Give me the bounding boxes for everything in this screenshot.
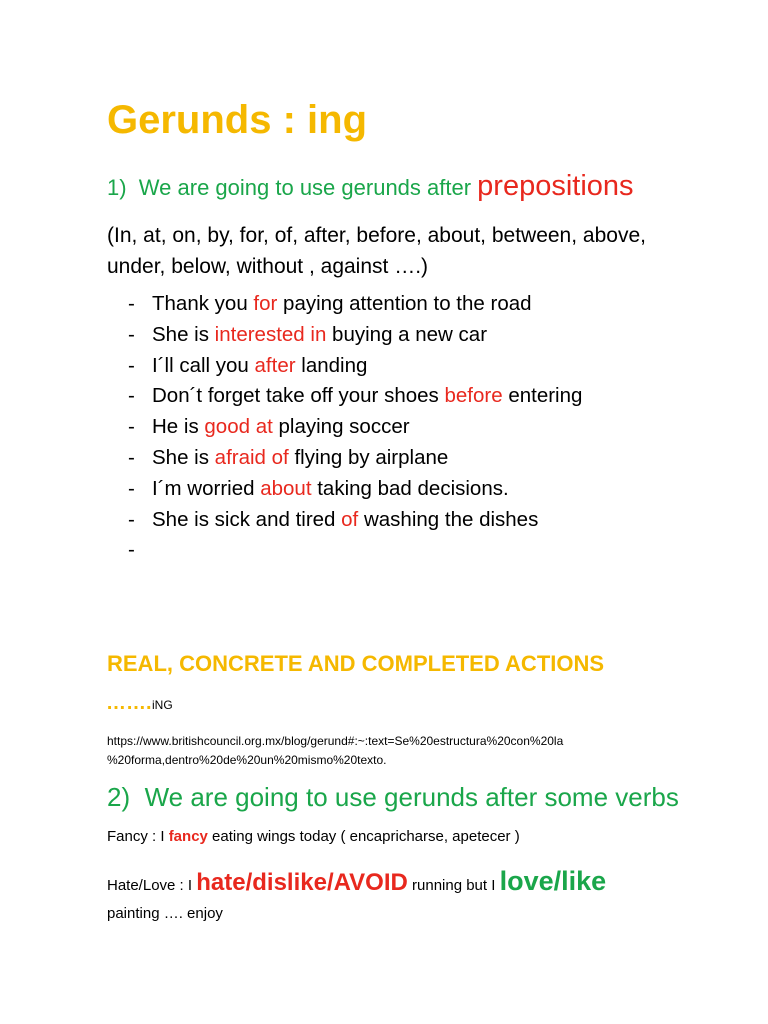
painting-line: painting …. enjoy bbox=[107, 905, 223, 922]
example-post: flying by airplane bbox=[288, 445, 449, 469]
hate-mid: running but I bbox=[407, 877, 500, 894]
example-pre: She is bbox=[152, 322, 215, 346]
list-dash: - bbox=[128, 322, 135, 346]
list-item bbox=[128, 535, 582, 566]
section-2-text: We are going to use gerunds after some verbs bbox=[144, 782, 679, 812]
example-highlight: for bbox=[253, 292, 278, 315]
section-1-keyword: prepositions bbox=[477, 170, 634, 202]
list-dash: - bbox=[128, 384, 135, 408]
ing-label: iNG bbox=[152, 698, 173, 712]
example-post: landing bbox=[295, 353, 368, 377]
example-highlight: after bbox=[254, 353, 296, 377]
example-highlight: good at bbox=[204, 415, 273, 439]
list-dash: - bbox=[128, 415, 135, 439]
example-post: playing soccer bbox=[272, 415, 410, 439]
example-highlight: before bbox=[444, 384, 503, 408]
example-post: entering bbox=[502, 384, 583, 408]
list-dash: - bbox=[128, 353, 135, 377]
examples-list bbox=[128, 289, 582, 566]
example-pre: She is bbox=[152, 445, 215, 469]
example-post: buying a new car bbox=[326, 322, 488, 346]
example-pre: He is bbox=[152, 415, 205, 439]
list-item bbox=[128, 474, 582, 505]
list-item bbox=[128, 320, 582, 351]
list-dash: - bbox=[128, 292, 135, 315]
example-pre: Don´t forget take off your shoes bbox=[152, 384, 445, 408]
list-dash: - bbox=[128, 476, 135, 500]
page-title: Gerunds : ing bbox=[107, 98, 367, 142]
section-1-number: 1) bbox=[107, 175, 127, 200]
fancy-rest: eating wings today ( encapricharse, apetecer ) bbox=[207, 828, 520, 845]
list-dash: - bbox=[128, 507, 135, 531]
list-item bbox=[128, 289, 582, 320]
list-item bbox=[128, 443, 582, 474]
example-highlight: interested in bbox=[214, 322, 327, 346]
example-pre: I´m worried bbox=[152, 476, 261, 500]
reference-link[interactable]: https://www.britishcouncil.org.mx/blog/gerund#:~:text=Se%20estructura%20con%20la %20forma,dentro%20de%20un%20mismo%20texto. bbox=[107, 734, 564, 767]
example-highlight: afraid of bbox=[214, 445, 289, 469]
fancy-highlight: fancy bbox=[168, 828, 208, 845]
section-1-lead: We are going to use gerunds after bbox=[138, 175, 472, 200]
prepositions-list-intro: (In, at, on, by, for, of, after, before, about, between, above, under, below, without , against ….) bbox=[107, 224, 646, 278]
list-item bbox=[128, 412, 582, 443]
example-post: taking bad decisions. bbox=[311, 476, 509, 500]
example-pre: Thank you bbox=[152, 292, 254, 315]
ellipsis-dots: ……. bbox=[106, 692, 152, 714]
example-post: washing the dishes bbox=[358, 507, 539, 531]
fancy-example bbox=[107, 828, 520, 845]
example-post: paying attention to the road bbox=[277, 292, 532, 315]
section-2-heading bbox=[107, 782, 679, 813]
list-item bbox=[128, 351, 582, 382]
hate-highlight: hate/dislike/AVOID bbox=[196, 869, 408, 896]
list-dash: - bbox=[128, 538, 135, 562]
fancy-label: Fancy : I bbox=[107, 828, 169, 845]
example-pre: She is sick and tired bbox=[152, 507, 342, 531]
example-highlight: of bbox=[341, 507, 359, 531]
list-item bbox=[128, 505, 582, 536]
section-2-number: 2) bbox=[107, 782, 131, 812]
list-item bbox=[128, 381, 582, 412]
hate-love-example bbox=[107, 866, 606, 897]
example-pre: I´ll call you bbox=[152, 353, 255, 377]
section-1-heading bbox=[107, 170, 634, 203]
love-highlight: love/like bbox=[499, 866, 607, 896]
example-highlight: about bbox=[260, 476, 312, 500]
list-dash: - bbox=[128, 445, 135, 469]
real-actions-heading: REAL, CONCRETE AND COMPLETED ACTIONS bbox=[107, 651, 605, 676]
hate-label: Hate/Love : I bbox=[107, 877, 197, 894]
